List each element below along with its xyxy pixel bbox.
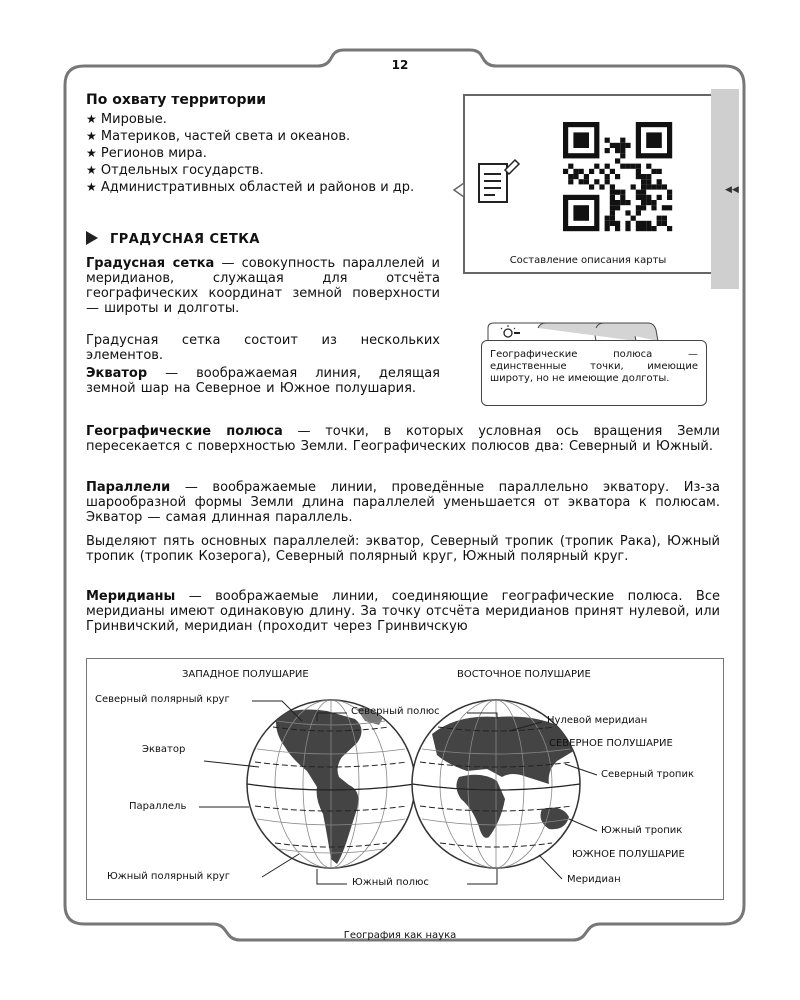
list-item: ★ Административных областей и районов и др. (86, 180, 415, 195)
side-tab[interactable] (711, 89, 739, 289)
note-tabs (486, 322, 676, 342)
label-parallel: Параллель (129, 801, 187, 812)
label-meridian: Меридиан (567, 874, 621, 885)
double-chevron-left-icon: ◀◀ (725, 185, 739, 195)
label-prime-meridian: Нулевой меридиан (547, 715, 648, 726)
qr-card[interactable] (463, 94, 713, 274)
pointer-notch (452, 183, 466, 197)
star-icon: ★ (86, 146, 97, 160)
list-item: ★ Регионов мира. (86, 146, 207, 161)
west-hemisphere-title: ЗАПАДНОЕ ПОЛУШАРИЕ (182, 669, 309, 680)
list-item: ★ Отдельных государств. (86, 163, 264, 178)
paragraph-poles: Географические полюса — точки, в которых условная ось вращения Земли пересекается с поверхностью Земли. Географических полюсов два: Северный и Южный. (86, 424, 720, 454)
western-hemisphere-globe (247, 700, 415, 868)
star-icon: ★ (86, 180, 97, 194)
qr-code-icon (563, 122, 672, 231)
section-heading: ГРАДУСНАЯ СЕТКА (86, 231, 260, 247)
paragraph-elements: Градусная сетка состоит из нескольких элементов. (86, 333, 440, 363)
label-antarctic-circle: Южный полярный круг (107, 871, 230, 882)
paragraph-meridians: Меридианы — воображаемые линии, соединяющие географические полюса. Все меридианы имеют одинаковую длину. За точку отсчёта меридианов принят нулевой, или Гринвичский, меридиан (проходит через Гринвичскую (86, 589, 720, 634)
list-item: ★ Мировые. (86, 112, 167, 127)
globe-figure (86, 658, 724, 900)
list-item: ★ Материков, частей света и океанов. (86, 129, 351, 144)
label-south-pole: Южный полюс (352, 877, 429, 888)
label-arctic-circle: Северный полярный круг (95, 694, 230, 705)
coverage-list (86, 111, 436, 196)
star-icon: ★ (86, 129, 97, 143)
note-box (481, 340, 707, 406)
star-icon: ★ (86, 163, 97, 177)
star-icon: ★ (86, 112, 97, 126)
label-tropic-of-cancer: Северный тропик (601, 769, 695, 780)
paragraph-main-parallels: Выделяют пять основных параллелей: экватор, Северный тропик (тропик Рака), Южный тропик (тропик Козерога), Северный полярный круг, Южный полярный круг. (86, 534, 720, 564)
paragraph-equator: Экватор — воображаемая линия, делящая земной шар на Северное и Южное полушария. (86, 366, 440, 396)
qr-card-caption: Составление описания карты (509, 255, 667, 266)
label-north-pole: Северный полюс (351, 706, 440, 717)
east-hemisphere-title: ВОСТОЧНОЕ ПОЛУШАРИЕ (457, 669, 591, 680)
triangle-right-icon (86, 231, 98, 245)
note-text: Географические полюса — единственные точки, имеющие широту, но не имеющие долготы. (490, 349, 698, 384)
coverage-heading: По охвату территории (86, 92, 267, 108)
paragraph-graticule: Градусная сетка — совокупность параллелей и меридианов, служащая для отсчёта географических координат земной поверхности — широты и долготы. (86, 256, 440, 316)
qr-card-graphics (465, 96, 711, 246)
label-northern-hemisphere: СЕВЕРНОЕ ПОЛУШАРИЕ (549, 738, 673, 749)
label-equator: Экватор (142, 744, 186, 755)
label-southern-hemisphere: ЮЖНОЕ ПОЛУШАРИЕ (572, 849, 685, 860)
page-footer: География как наука (343, 930, 457, 941)
paragraph-parallels: Параллели — воображаемые линии, проведённые параллельно экватору. Из-за шарообразной формы Земли длина параллелей уменьшается от экватора к полюсам. Экватор — самая длинная параллель. (86, 480, 720, 525)
label-tropic-of-capricorn: Южный тропик (601, 825, 683, 836)
page-number: 12 (391, 58, 409, 72)
document-pencil-icon (479, 160, 519, 202)
